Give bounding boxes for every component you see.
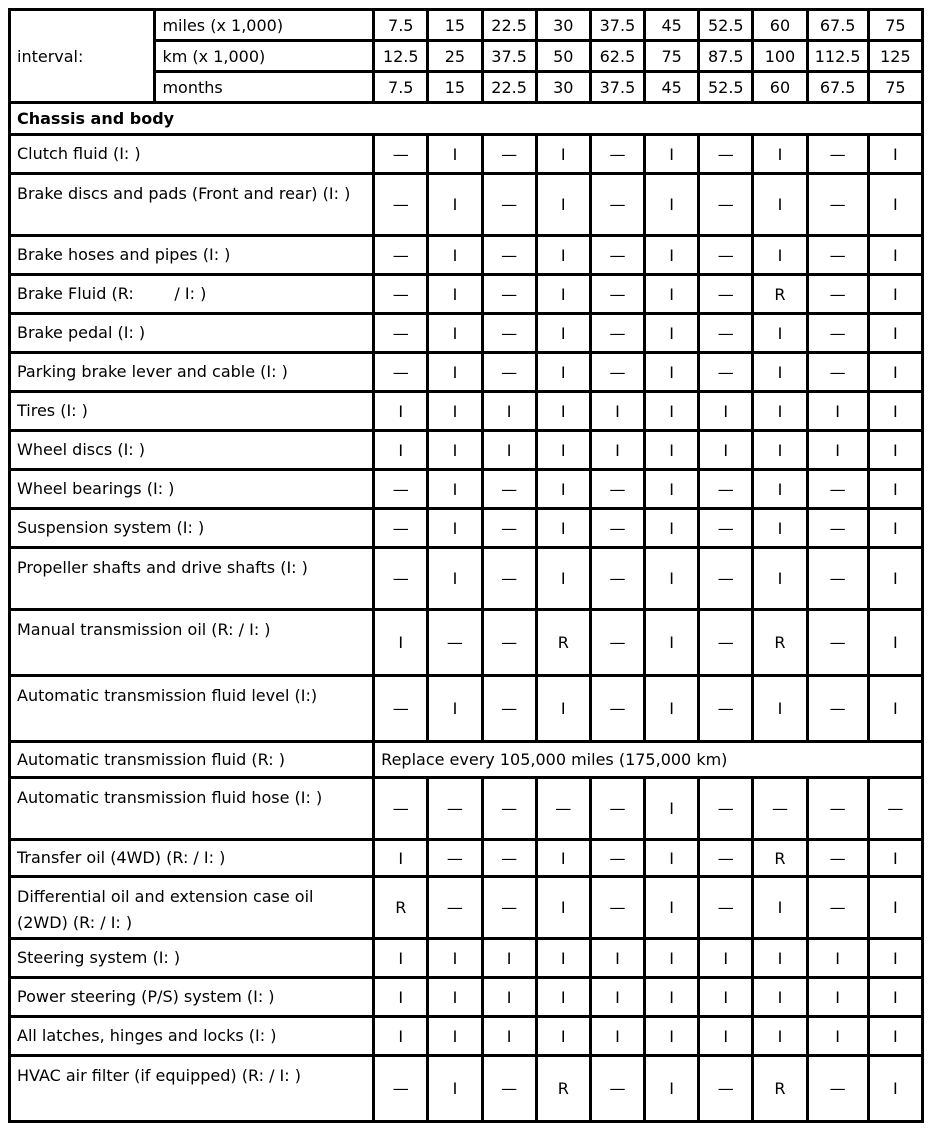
item-label: Brake hoses and pipes (I: ) (10, 236, 374, 275)
interval-value: 30 (536, 72, 590, 103)
item-label: Automatic transmission fluid level (I:) (10, 676, 374, 742)
schedule-cell: I (868, 877, 922, 939)
schedule-cell: — (590, 275, 644, 314)
schedule-cell: I (753, 939, 807, 978)
schedule-cell: — (428, 778, 482, 840)
schedule-cell: I (645, 1017, 699, 1056)
schedule-cell: — (590, 676, 644, 742)
schedule-cell: I (536, 877, 590, 939)
item-label: HVAC air filter (if equipped) (R: / I: ) (10, 1056, 374, 1122)
item-label: Transfer oil (4WD) (R: / I: ) (10, 840, 374, 877)
schedule-cell: — (374, 509, 428, 548)
schedule-cell: I (645, 236, 699, 275)
schedule-cell: I (428, 509, 482, 548)
schedule-cell: — (753, 778, 807, 840)
interval-value: 12.5 (374, 41, 428, 72)
schedule-cell: I (753, 431, 807, 470)
schedule-cell: — (807, 877, 868, 939)
schedule-cell: R (374, 877, 428, 939)
schedule-cell: — (699, 778, 753, 840)
schedule-cell: I (536, 509, 590, 548)
schedule-cell: I (753, 174, 807, 236)
schedule-cell: — (807, 314, 868, 353)
item-label: Propeller shafts and drive shafts (I: ) (10, 548, 374, 610)
interval-value: 22.5 (482, 72, 536, 103)
schedule-cell: I (374, 978, 428, 1017)
table-row (10, 877, 923, 939)
schedule-cell: — (482, 353, 536, 392)
schedule-cell: — (590, 353, 644, 392)
schedule-cell: — (807, 676, 868, 742)
schedule-cell: R (753, 610, 807, 676)
schedule-cell: I (699, 978, 753, 1017)
header-row (10, 10, 923, 41)
schedule-cell: I (868, 610, 922, 676)
item-label: Tires (I: ) (10, 392, 374, 431)
schedule-cell: I (536, 431, 590, 470)
schedule-cell: — (699, 135, 753, 174)
schedule-cell: — (374, 174, 428, 236)
schedule-cell: — (807, 548, 868, 610)
item-label: Automatic transmission fluid (R: ) (10, 742, 374, 778)
table-row (10, 610, 923, 676)
item-label: Parking brake lever and cable (I: ) (10, 353, 374, 392)
schedule-cell: I (645, 778, 699, 840)
interval-value: 87.5 (699, 41, 753, 72)
schedule-cell: — (807, 509, 868, 548)
interval-value: 52.5 (699, 10, 753, 41)
schedule-cell: I (699, 431, 753, 470)
interval-value: 30 (536, 10, 590, 41)
section-row (10, 103, 923, 135)
interval-value: 67.5 (807, 72, 868, 103)
schedule-cell: I (374, 939, 428, 978)
schedule-cell: I (374, 610, 428, 676)
schedule-cell: — (482, 470, 536, 509)
schedule-cell: I (645, 939, 699, 978)
schedule-cell: — (374, 548, 428, 610)
schedule-cell: — (482, 778, 536, 840)
schedule-cell: — (482, 135, 536, 174)
schedule-cell: I (753, 509, 807, 548)
schedule-cell: I (868, 1017, 922, 1056)
table-row (10, 742, 923, 778)
schedule-cell: I (645, 392, 699, 431)
item-label: Clutch fluid (I: ) (10, 135, 374, 174)
schedule-cell: I (428, 174, 482, 236)
schedule-cell: I (645, 135, 699, 174)
schedule-cell: I (645, 840, 699, 877)
interval-value: 45 (645, 10, 699, 41)
item-label: Brake Fluid (R: / I: ) (10, 275, 374, 314)
schedule-cell: I (868, 431, 922, 470)
schedule-cell: — (699, 174, 753, 236)
schedule-cell: I (868, 275, 922, 314)
schedule-cell: — (374, 778, 428, 840)
schedule-cell: — (590, 314, 644, 353)
schedule-cell: I (374, 431, 428, 470)
interval-value: 37.5 (590, 72, 644, 103)
schedule-cell: I (374, 1017, 428, 1056)
schedule-cell: I (868, 314, 922, 353)
schedule-cell: — (807, 236, 868, 275)
schedule-cell: I (868, 676, 922, 742)
schedule-cell: I (868, 353, 922, 392)
schedule-cell: I (536, 236, 590, 275)
schedule-cell: — (482, 509, 536, 548)
table-row (10, 470, 923, 509)
schedule-cell: I (590, 939, 644, 978)
schedule-cell: I (590, 978, 644, 1017)
schedule-cell: — (590, 135, 644, 174)
interval-value: 37.5 (482, 41, 536, 72)
schedule-cell: — (482, 840, 536, 877)
table-row (10, 509, 923, 548)
schedule-cell: — (699, 676, 753, 742)
item-label: Automatic transmission fluid hose (I: ) (10, 778, 374, 840)
schedule-cell: — (590, 509, 644, 548)
schedule-cell: I (645, 353, 699, 392)
schedule-cell: I (868, 470, 922, 509)
table-row (10, 778, 923, 840)
schedule-cell: — (374, 1056, 428, 1122)
schedule-cell: I (753, 470, 807, 509)
schedule-cell: I (536, 135, 590, 174)
interval-value: 15 (428, 10, 482, 41)
schedule-cell: R (753, 840, 807, 877)
schedule-cell: — (482, 314, 536, 353)
schedule-cell: I (428, 939, 482, 978)
table-row (10, 275, 923, 314)
table-row (10, 548, 923, 610)
schedule-cell: I (536, 275, 590, 314)
schedule-cell: — (590, 840, 644, 877)
maintenance-schedule-table (8, 8, 924, 1123)
schedule-cell: I (868, 392, 922, 431)
interval-value: 15 (428, 72, 482, 103)
schedule-cell: R (536, 610, 590, 676)
item-label: Steering system (I: ) (10, 939, 374, 978)
schedule-cell: I (428, 353, 482, 392)
schedule-cell: — (699, 548, 753, 610)
schedule-cell: — (482, 236, 536, 275)
item-note: Replace every 105,000 miles (175,000 km) (374, 742, 923, 778)
schedule-cell: I (428, 470, 482, 509)
schedule-cell: I (645, 676, 699, 742)
schedule-cell: I (868, 174, 922, 236)
schedule-cell: I (645, 877, 699, 939)
interval-value: 112.5 (807, 41, 868, 72)
schedule-cell: I (428, 135, 482, 174)
schedule-cell: I (482, 939, 536, 978)
interval-value: 7.5 (374, 72, 428, 103)
schedule-cell: — (807, 840, 868, 877)
table-row (10, 1056, 923, 1122)
schedule-cell: I (807, 978, 868, 1017)
schedule-cell: I (753, 314, 807, 353)
schedule-cell: I (536, 978, 590, 1017)
schedule-cell: I (536, 548, 590, 610)
interval-value: 67.5 (807, 10, 868, 41)
schedule-cell: I (807, 431, 868, 470)
schedule-cell: I (590, 431, 644, 470)
schedule-cell: — (536, 778, 590, 840)
table-row (10, 392, 923, 431)
schedule-cell: — (482, 676, 536, 742)
schedule-cell: — (590, 548, 644, 610)
schedule-cell: I (753, 548, 807, 610)
schedule-cell: — (699, 314, 753, 353)
table-row (10, 939, 923, 978)
schedule-cell: — (590, 236, 644, 275)
schedule-cell: — (807, 1056, 868, 1122)
schedule-cell: I (753, 353, 807, 392)
schedule-cell: — (482, 548, 536, 610)
schedule-cell: I (536, 470, 590, 509)
schedule-cell: I (753, 236, 807, 275)
schedule-cell: I (645, 275, 699, 314)
schedule-cell: I (645, 174, 699, 236)
schedule-cell: — (374, 236, 428, 275)
interval-value: 25 (428, 41, 482, 72)
schedule-cell: — (699, 353, 753, 392)
table-row (10, 978, 923, 1017)
schedule-cell: I (645, 978, 699, 1017)
schedule-cell: I (428, 236, 482, 275)
interval-value: 52.5 (699, 72, 753, 103)
schedule-cell: I (753, 1017, 807, 1056)
schedule-cell: I (536, 314, 590, 353)
schedule-cell: I (482, 1017, 536, 1056)
table-row (10, 431, 923, 470)
schedule-cell: I (428, 548, 482, 610)
schedule-cell: I (699, 392, 753, 431)
table-row (10, 174, 923, 236)
section-title: Chassis and body (10, 103, 923, 135)
schedule-cell: — (428, 610, 482, 676)
schedule-cell: — (807, 353, 868, 392)
schedule-cell: — (868, 778, 922, 840)
item-label: Power steering (P/S) system (I: ) (10, 978, 374, 1017)
schedule-cell: — (699, 610, 753, 676)
schedule-cell: I (868, 978, 922, 1017)
schedule-cell: I (807, 939, 868, 978)
item-label: Suspension system (I: ) (10, 509, 374, 548)
schedule-cell: I (645, 314, 699, 353)
schedule-cell: I (645, 610, 699, 676)
interval-unit: km (x 1,000) (155, 41, 374, 72)
schedule-cell: — (374, 353, 428, 392)
schedule-cell: — (590, 470, 644, 509)
table-body (10, 10, 923, 1122)
schedule-cell: — (374, 676, 428, 742)
schedule-cell: — (482, 610, 536, 676)
schedule-cell: — (590, 877, 644, 939)
schedule-cell: I (645, 509, 699, 548)
schedule-cell: — (482, 174, 536, 236)
schedule-cell: I (428, 431, 482, 470)
schedule-cell: — (590, 610, 644, 676)
schedule-cell: I (590, 392, 644, 431)
schedule-cell: I (699, 939, 753, 978)
schedule-cell: I (868, 135, 922, 174)
schedule-cell: R (536, 1056, 590, 1122)
schedule-cell: — (374, 275, 428, 314)
schedule-cell: — (482, 1056, 536, 1122)
schedule-cell: — (374, 470, 428, 509)
schedule-cell: I (645, 1056, 699, 1122)
interval-value: 37.5 (590, 10, 644, 41)
schedule-cell: — (807, 174, 868, 236)
schedule-cell: I (868, 1056, 922, 1122)
item-label: Wheel bearings (I: ) (10, 470, 374, 509)
schedule-cell: I (374, 392, 428, 431)
schedule-cell: — (374, 135, 428, 174)
schedule-cell: I (428, 1056, 482, 1122)
interval-value: 22.5 (482, 10, 536, 41)
item-label: Brake discs and pads (Front and rear) (I: ) (10, 174, 374, 236)
schedule-cell: — (699, 1056, 753, 1122)
schedule-cell: I (536, 939, 590, 978)
schedule-cell: I (428, 275, 482, 314)
interval-label: interval: (10, 10, 155, 103)
schedule-cell: I (590, 1017, 644, 1056)
schedule-cell: I (428, 978, 482, 1017)
schedule-cell: — (807, 275, 868, 314)
schedule-cell: I (753, 676, 807, 742)
schedule-cell: I (374, 840, 428, 877)
schedule-cell: — (699, 236, 753, 275)
schedule-cell: I (868, 939, 922, 978)
schedule-cell: — (590, 778, 644, 840)
schedule-cell: — (482, 275, 536, 314)
schedule-cell: I (428, 1017, 482, 1056)
item-label: All latches, hinges and locks (I: ) (10, 1017, 374, 1056)
schedule-cell: I (428, 314, 482, 353)
interval-value: 60 (753, 72, 807, 103)
table-row (10, 1017, 923, 1056)
schedule-cell: — (482, 877, 536, 939)
schedule-cell: I (868, 236, 922, 275)
interval-value: 125 (868, 41, 922, 72)
schedule-cell: R (753, 1056, 807, 1122)
interval-value: 7.5 (374, 10, 428, 41)
schedule-cell: I (868, 509, 922, 548)
table-row (10, 236, 923, 275)
schedule-cell: I (536, 353, 590, 392)
schedule-cell: I (536, 392, 590, 431)
schedule-cell: — (807, 135, 868, 174)
table-row (10, 840, 923, 877)
schedule-cell: — (807, 778, 868, 840)
schedule-cell: I (645, 431, 699, 470)
schedule-cell: I (807, 392, 868, 431)
schedule-cell: I (536, 1017, 590, 1056)
interval-value: 100 (753, 41, 807, 72)
schedule-cell: — (699, 470, 753, 509)
interval-value: 75 (868, 72, 922, 103)
interval-value: 45 (645, 72, 699, 103)
item-label: Wheel discs (I: ) (10, 431, 374, 470)
schedule-cell: I (699, 1017, 753, 1056)
table-row (10, 676, 923, 742)
schedule-cell: — (699, 877, 753, 939)
schedule-cell: — (699, 509, 753, 548)
schedule-cell: R (753, 275, 807, 314)
schedule-cell: I (753, 877, 807, 939)
schedule-cell: I (753, 135, 807, 174)
table-row (10, 353, 923, 392)
schedule-cell: — (590, 174, 644, 236)
schedule-cell: I (428, 392, 482, 431)
schedule-cell: — (807, 470, 868, 509)
schedule-cell: I (868, 840, 922, 877)
item-label: Manual transmission oil (R: / I: ) (10, 610, 374, 676)
schedule-cell: I (482, 978, 536, 1017)
interval-value: 60 (753, 10, 807, 41)
interval-value: 75 (868, 10, 922, 41)
schedule-cell: I (868, 548, 922, 610)
schedule-cell: I (753, 978, 807, 1017)
schedule-cell: I (536, 676, 590, 742)
table-row (10, 135, 923, 174)
schedule-cell: I (753, 392, 807, 431)
schedule-cell: I (482, 392, 536, 431)
schedule-cell: I (428, 676, 482, 742)
interval-value: 62.5 (590, 41, 644, 72)
interval-unit: months (155, 72, 374, 103)
interval-value: 50 (536, 41, 590, 72)
schedule-cell: — (807, 610, 868, 676)
interval-value: 75 (645, 41, 699, 72)
schedule-cell: I (807, 1017, 868, 1056)
schedule-cell: — (590, 1056, 644, 1122)
schedule-cell: — (699, 840, 753, 877)
schedule-cell: — (428, 877, 482, 939)
schedule-cell: I (645, 470, 699, 509)
interval-unit: miles (x 1,000) (155, 10, 374, 41)
schedule-cell: — (428, 840, 482, 877)
schedule-cell: I (645, 548, 699, 610)
schedule-cell: I (536, 840, 590, 877)
item-label: Differential oil and extension case oil (2WD) (R: / I: ) (10, 877, 374, 939)
schedule-cell: — (374, 314, 428, 353)
schedule-cell: I (482, 431, 536, 470)
schedule-cell: I (536, 174, 590, 236)
schedule-cell: — (699, 275, 753, 314)
table-row (10, 314, 923, 353)
item-label: Brake pedal (I: ) (10, 314, 374, 353)
